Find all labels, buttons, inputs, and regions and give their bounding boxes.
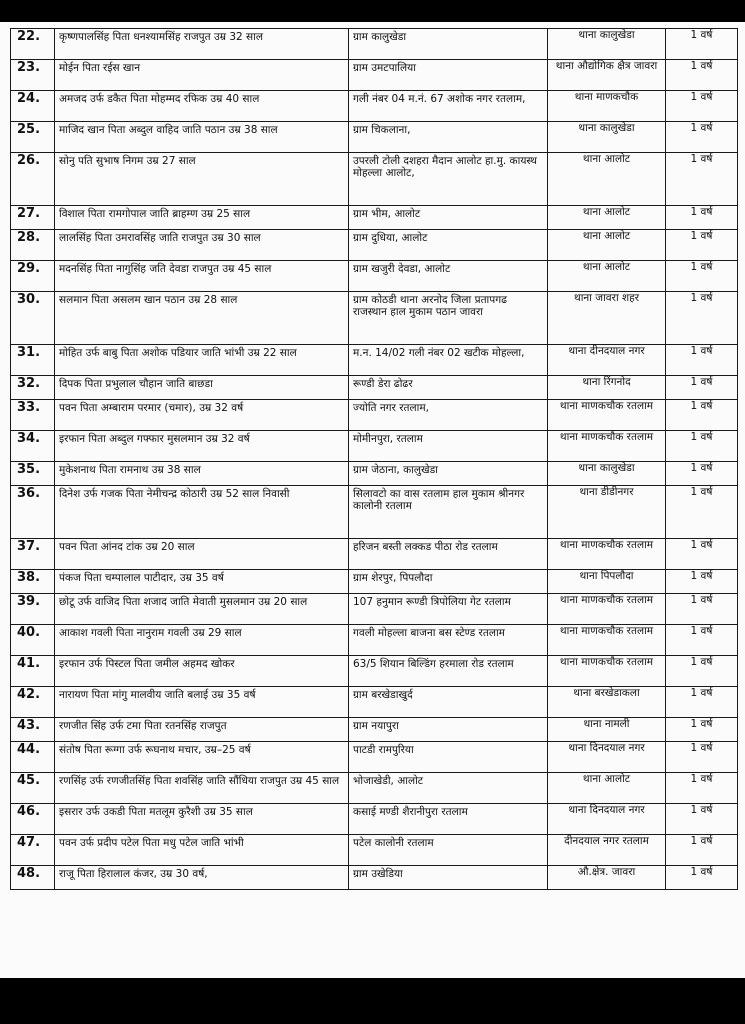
externment-duration-cell: 1 वर्ष <box>666 91 738 122</box>
table-row <box>11 773 738 804</box>
police-station-cell: थाना रिंगनोद <box>548 376 666 400</box>
address-cell: ग्राम नयापुरा <box>349 718 548 742</box>
table-row <box>11 292 738 345</box>
address-cell: भोजाखेडी, आलोट <box>349 773 548 804</box>
externment-duration-cell: 1 वर्ष <box>666 625 738 656</box>
externment-duration-cell: 1 वर्ष <box>666 376 738 400</box>
serial-number-cell: 22. <box>11 29 55 60</box>
table-row <box>11 804 738 835</box>
table-row <box>11 462 738 486</box>
serial-number-cell: 42. <box>11 687 55 718</box>
table-row <box>11 122 738 153</box>
table-row <box>11 656 738 687</box>
table-row <box>11 60 738 91</box>
serial-number-cell: 33. <box>11 400 55 431</box>
serial-number-cell: 36. <box>11 486 55 539</box>
externment-duration-cell: 1 वर्ष <box>666 594 738 625</box>
table-row <box>11 835 738 866</box>
person-name-cell: अमजद उर्फ डकैत पिता मोहम्मद रफिक उम्र 40 साल <box>55 91 349 122</box>
person-name-cell: मोईन पिता रईस खान <box>55 60 349 91</box>
serial-number-cell: 25. <box>11 122 55 153</box>
table-row <box>11 230 738 261</box>
externment-duration-cell: 1 वर्ष <box>666 230 738 261</box>
serial-number-cell: 31. <box>11 345 55 376</box>
person-name-cell: दिपक पिता प्रभुलाल चौहान जाति बाछडा <box>55 376 349 400</box>
serial-number-cell: 35. <box>11 462 55 486</box>
police-station-cell: थाना आलोट <box>548 153 666 206</box>
table-row <box>11 594 738 625</box>
police-station-cell: थाना पिपलौदा <box>548 570 666 594</box>
serial-number-cell: 43. <box>11 718 55 742</box>
police-station-cell: दीनदयाल नगर रतलाम <box>548 835 666 866</box>
person-name-cell: छोटू उर्फ वाजिद पिता शजाद जाति मेवाती मुसलमान उम्र 20 साल <box>55 594 349 625</box>
address-cell: ग्राम भीम, आलोट <box>349 206 548 230</box>
police-station-cell: थाना जावरा शहर <box>548 292 666 345</box>
address-cell: ग्राम बरखेडाखुर्द <box>349 687 548 718</box>
serial-number-cell: 40. <box>11 625 55 656</box>
person-name-cell: नारायण पिता मांगु मालवीय जाति बलाई उम्र 35 वर्ष <box>55 687 349 718</box>
address-cell: कसाई मण्डी शैरानीपुरा रतलाम <box>349 804 548 835</box>
address-cell: ग्राम उमटपालिया <box>349 60 548 91</box>
document-page <box>0 22 745 978</box>
table-row <box>11 261 738 292</box>
table-row <box>11 539 738 570</box>
address-cell: म.न. 14/02 गली नंबर 02 खटीक मोहल्ला, <box>349 345 548 376</box>
address-cell: पाटडी रामपुरिया <box>349 742 548 773</box>
table-row <box>11 91 738 122</box>
police-station-cell: थाना दीनदयाल नगर <box>548 345 666 376</box>
externment-duration-cell: 1 वर्ष <box>666 122 738 153</box>
table-row <box>11 486 738 539</box>
externment-duration-cell: 1 वर्ष <box>666 486 738 539</box>
table-row <box>11 570 738 594</box>
externment-duration-cell: 1 वर्ष <box>666 462 738 486</box>
serial-number-cell: 46. <box>11 804 55 835</box>
address-cell: ग्राम शेरपुर, पिपलौदा <box>349 570 548 594</box>
serial-number-cell: 34. <box>11 431 55 462</box>
police-station-cell: थाना माणकचौक रतलाम <box>548 656 666 687</box>
police-station-cell: थाना दिनदयाल नगर <box>548 804 666 835</box>
police-station-cell: थाना कालुखेडा <box>548 462 666 486</box>
serial-number-cell: 28. <box>11 230 55 261</box>
address-cell: मोमीनपुरा, रतलाम <box>349 431 548 462</box>
serial-number-cell: 30. <box>11 292 55 345</box>
police-station-cell: थाना कालुखेडा <box>548 29 666 60</box>
police-station-cell: थाना माणकचौक रतलाम <box>548 594 666 625</box>
person-name-cell: विशाल पिता रामगोपाल जाति ब्राहम्ण उम्र 25 साल <box>55 206 349 230</box>
externment-duration-cell: 1 वर्ष <box>666 29 738 60</box>
person-name-cell: पवन पिता अम्बाराम परमार (चमार), उम्र 32 वर्ष <box>55 400 349 431</box>
police-station-cell: थाना आलोट <box>548 773 666 804</box>
serial-number-cell: 37. <box>11 539 55 570</box>
externment-duration-cell: 1 वर्ष <box>666 687 738 718</box>
serial-number-cell: 26. <box>11 153 55 206</box>
person-name-cell: मुकेशनाथ पिता रामनाथ उम्र 38 साल <box>55 462 349 486</box>
person-name-cell: पवन पिता आंनद टांक उम्र 20 साल <box>55 539 349 570</box>
table-row <box>11 153 738 206</box>
serial-number-cell: 23. <box>11 60 55 91</box>
table-row <box>11 376 738 400</box>
externment-duration-cell: 1 वर्ष <box>666 292 738 345</box>
table-row <box>11 400 738 431</box>
person-name-cell: कृष्णपालसिंह पिता धनश्यामसिंह राजपुत उम्र 32 साल <box>55 29 349 60</box>
address-cell: गली नंबर 04 म.नं. 67 अशोक नगर रतलाम, <box>349 91 548 122</box>
address-cell: गवली मोहल्ला बाजना बस स्टेण्ड रतलाम <box>349 625 548 656</box>
person-name-cell: माजिद खान पिता अब्दुल वाहिद जाति पठान उम्र 38 साल <box>55 122 349 153</box>
externment-duration-cell: 1 वर्ष <box>666 773 738 804</box>
police-station-cell: थाना बरखेडाकला <box>548 687 666 718</box>
person-name-cell: रणजीत सिंह उर्फ टमा पिता रतनसिंह राजपुत <box>55 718 349 742</box>
person-name-cell: आकाश गवली पिता नानुराम गवली उम्र 29 साल <box>55 625 349 656</box>
address-cell: ग्राम कोठडी थाना अरनोद जिला प्रतापगढ राजस्थान हाल मुकाम पठान जावरा <box>349 292 548 345</box>
table-row <box>11 742 738 773</box>
address-cell: 107 हनुमान रूण्डी त्रिपोलिया गेट रतलाम <box>349 594 548 625</box>
person-name-cell: राजू पिता हिरालाल कंजर, उम्र 30 वर्ष, <box>55 866 349 890</box>
externment-list-table <box>10 28 738 890</box>
serial-number-cell: 29. <box>11 261 55 292</box>
externment-duration-cell: 1 वर्ष <box>666 153 738 206</box>
address-cell: 63/5 शियान बिल्डिंग हरमाला रोड रतलाम <box>349 656 548 687</box>
table-row <box>11 625 738 656</box>
police-station-cell: थाना दिनदयाल नगर <box>548 742 666 773</box>
address-cell: ग्राम खजुरी देवडा, आलोट <box>349 261 548 292</box>
person-name-cell: लालसिंह पिता उमरावसिंह जाति राजपुत उम्र 30 साल <box>55 230 349 261</box>
serial-number-cell: 32. <box>11 376 55 400</box>
person-name-cell: इसरार उर्फ उकडी पिता मतलूम कुरैशी उम्र 35 साल <box>55 804 349 835</box>
table-body <box>11 29 738 890</box>
serial-number-cell: 47. <box>11 835 55 866</box>
externment-duration-cell: 1 वर्ष <box>666 60 738 91</box>
externment-duration-cell: 1 वर्ष <box>666 804 738 835</box>
externment-duration-cell: 1 वर्ष <box>666 570 738 594</box>
serial-number-cell: 45. <box>11 773 55 804</box>
externment-duration-cell: 1 वर्ष <box>666 345 738 376</box>
police-station-cell: थाना माणकचौक रतलाम <box>548 431 666 462</box>
person-name-cell: इरफान पिता अब्दुल गफ्फार मुसलमान उम्र 32 वर्ष <box>55 431 349 462</box>
person-name-cell: संतोष पिता रूग्गा उर्फ रूघनाथ मचार, उम्र–25 वर्ष <box>55 742 349 773</box>
person-name-cell: सोनु पति सुभाष निगम उम्र 27 साल <box>55 153 349 206</box>
police-station-cell: थाना माणकचौक <box>548 91 666 122</box>
address-cell: ग्राम उखेडिया <box>349 866 548 890</box>
address-cell: ज्योति नगर रतलाम, <box>349 400 548 431</box>
police-station-cell: थाना माणकचौक रतलाम <box>548 625 666 656</box>
table-row <box>11 687 738 718</box>
serial-number-cell: 24. <box>11 91 55 122</box>
externment-duration-cell: 1 वर्ष <box>666 835 738 866</box>
externment-duration-cell: 1 वर्ष <box>666 742 738 773</box>
person-name-cell: सलमान पिता असलम खान पठान उम्र 28 साल <box>55 292 349 345</box>
table-row <box>11 345 738 376</box>
address-cell: ग्राम कालुखेडा <box>349 29 548 60</box>
address-cell: पटेल कालोनी रतलाम <box>349 835 548 866</box>
person-name-cell: मोहित उर्फ बाबु पिता अशोक पडियार जाति भांभी उम्र 22 साल <box>55 345 349 376</box>
address-cell: ग्राम जेठाना, कालुखेडा <box>349 462 548 486</box>
police-station-cell: थाना कालुखेडा <box>548 122 666 153</box>
person-name-cell: दिनेश उर्फ गजक पिता नेमीचन्द्र कोठारी उम्र 52 साल निवासी <box>55 486 349 539</box>
person-name-cell: रणसिंह उर्फ रणजीतसिंह पिता शवसिंह जाति सौंधिया राजपुत उम्र 45 साल <box>55 773 349 804</box>
externment-duration-cell: 1 वर्ष <box>666 866 738 890</box>
police-station-cell: थाना औद्योगिक क्षैत्र जावरा <box>548 60 666 91</box>
person-name-cell: पवन उर्फ प्रदीप पटेल पिता मधु पटेल जाति भांभी <box>55 835 349 866</box>
person-name-cell: इरफान उर्फ पिस्टल पिता जमील अहमद खोकर <box>55 656 349 687</box>
externment-duration-cell: 1 वर्ष <box>666 539 738 570</box>
address-cell: उपरली टोली दशहरा मैदान आलोट हा.मु. कायस्थ मोहल्ला आलोट, <box>349 153 548 206</box>
externment-duration-cell: 1 वर्ष <box>666 206 738 230</box>
externment-duration-cell: 1 वर्ष <box>666 400 738 431</box>
police-station-cell: थाना माणकचौक रतलाम <box>548 539 666 570</box>
police-station-cell: औ.क्षेत्र. जावरा <box>548 866 666 890</box>
serial-number-cell: 38. <box>11 570 55 594</box>
police-station-cell: थाना आलोट <box>548 230 666 261</box>
serial-number-cell: 44. <box>11 742 55 773</box>
address-cell: रूण्डी डेरा ढोढर <box>349 376 548 400</box>
police-station-cell: थाना माणकचौक रतलाम <box>548 400 666 431</box>
externment-duration-cell: 1 वर्ष <box>666 431 738 462</box>
table-row <box>11 206 738 230</box>
table-row <box>11 718 738 742</box>
police-station-cell: थाना आलोट <box>548 206 666 230</box>
externment-duration-cell: 1 वर्ष <box>666 718 738 742</box>
address-cell: सिलावटो का वास रतलाम हाल मुकाम श्रीनगर कालोनी रतलाम <box>349 486 548 539</box>
serial-number-cell: 27. <box>11 206 55 230</box>
address-cell: ग्राम चिकलाना, <box>349 122 548 153</box>
table-row <box>11 866 738 890</box>
table-row <box>11 431 738 462</box>
police-station-cell: थाना आलोट <box>548 261 666 292</box>
table-row <box>11 29 738 60</box>
police-station-cell: थाना नामली <box>548 718 666 742</box>
address-cell: हरिजन बस्ती लक्कड पीठा रोड रतलाम <box>349 539 548 570</box>
person-name-cell: मदनसिंह पिता नागुसिंह जति देवडा राजपुत उम्र 45 साल <box>55 261 349 292</box>
serial-number-cell: 41. <box>11 656 55 687</box>
police-station-cell: थाना डीडीनगर <box>548 486 666 539</box>
person-name-cell: पंकज पिता चम्पालाल पाटीदार, उम्र 35 वर्ष <box>55 570 349 594</box>
externment-duration-cell: 1 वर्ष <box>666 656 738 687</box>
externment-duration-cell: 1 वर्ष <box>666 261 738 292</box>
address-cell: ग्राम दुधिया, आलोट <box>349 230 548 261</box>
serial-number-cell: 48. <box>11 866 55 890</box>
serial-number-cell: 39. <box>11 594 55 625</box>
